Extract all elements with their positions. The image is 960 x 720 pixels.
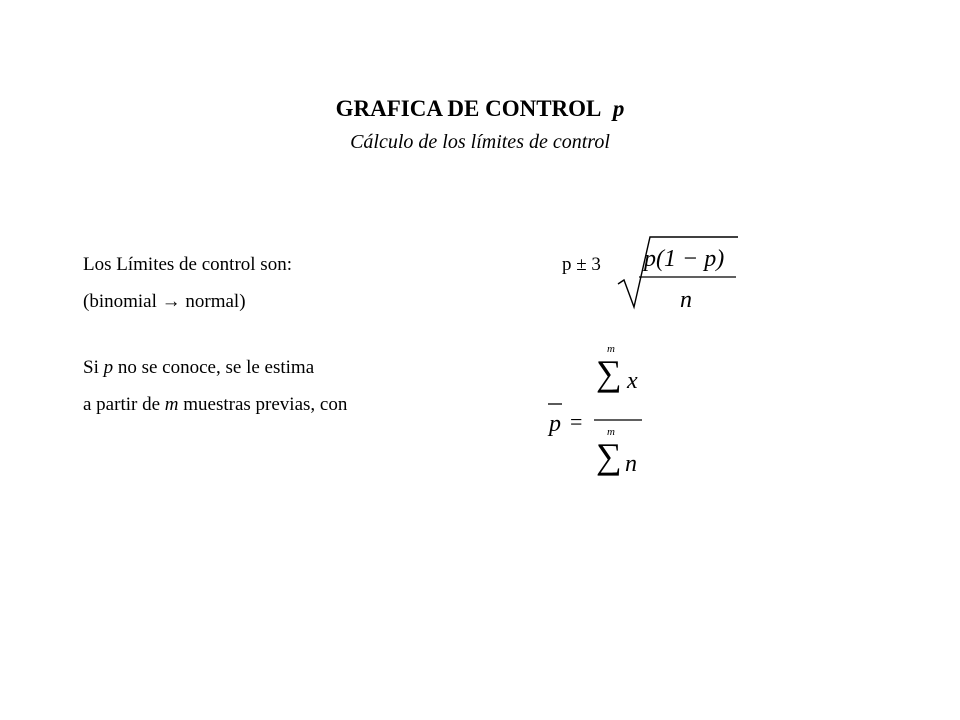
estimate-text-a: Si (83, 357, 104, 378)
estimate-var-m: m (164, 394, 179, 415)
limits-numerator: p(1 − p) (644, 246, 725, 272)
numerator-sum-icon: ∑ (596, 353, 622, 393)
estimate-lhs: p (549, 411, 561, 437)
control-limits-label: Los Límites de control son: (83, 254, 292, 275)
estimate-var-p: p (103, 357, 114, 378)
approximation-before: (binomial (83, 291, 162, 312)
slide-title (0, 95, 960, 123)
approximation-after: normal) (180, 291, 246, 312)
limits-denominator: n (680, 287, 692, 313)
denominator-var: n (625, 451, 637, 477)
estimate-text-b: no se conoce, se le estima (113, 357, 315, 378)
limits-prefix: p ± 3 (562, 254, 601, 275)
title-variable: p (612, 96, 625, 121)
denominator-sum-icon: ∑ (596, 436, 622, 476)
estimate-text-line1 (83, 356, 314, 380)
numerator-var: x (627, 368, 638, 394)
approximation-text (83, 290, 246, 314)
arrow-icon: → (161, 291, 181, 312)
denominator-sum-limit: m (607, 426, 615, 438)
estimate-text-line2 (83, 393, 347, 417)
title-text: GRAFICA DE CONTROL (335, 96, 602, 121)
control-limits-text (83, 253, 292, 277)
slide-subtitle: Cálculo de los límites de control (350, 131, 610, 153)
estimate-equals: = (570, 409, 583, 434)
estimate-text-c: a partir de (83, 394, 165, 415)
numerator-sum-limit: m (607, 343, 615, 355)
estimate-text-d: muestras previas, con (178, 394, 348, 415)
